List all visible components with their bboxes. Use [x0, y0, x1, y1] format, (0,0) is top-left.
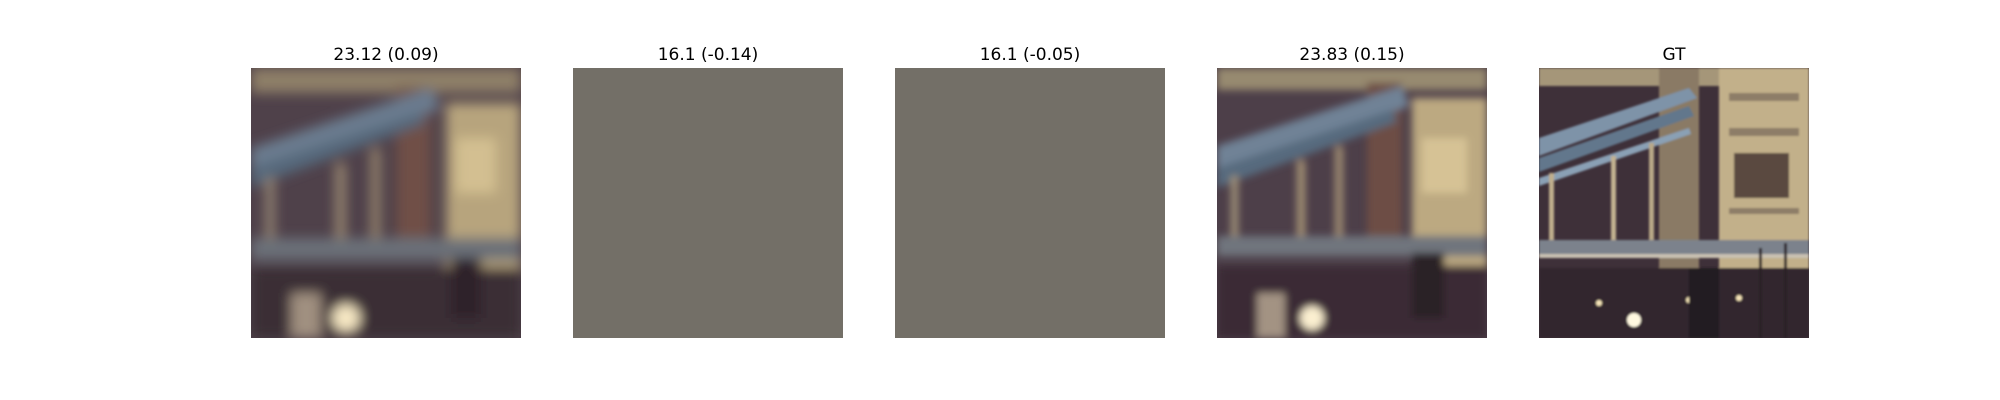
panel-2 [573, 44, 843, 66]
panel-1-title: 23.12 (0.09) [333, 45, 439, 65]
panel-3-image [895, 68, 1165, 338]
panel-5-title: GT [1662, 45, 1686, 65]
panel-2-image [573, 68, 843, 338]
blurred-bridge-image [251, 68, 521, 338]
panel-4-title: 23.83 (0.15) [1299, 45, 1405, 65]
panel-4-image [1217, 68, 1487, 338]
flat-gray-image [895, 68, 1165, 338]
panel-5-image [1539, 68, 1809, 338]
panel-5 [1539, 44, 1809, 66]
gray-fill [573, 68, 843, 338]
panel-3-title: 16.1 (-0.05) [979, 45, 1081, 65]
panel-4 [1217, 44, 1487, 66]
panel-3 [895, 44, 1165, 66]
panel-1 [251, 44, 521, 66]
blurred-bridge-image [1217, 68, 1487, 338]
panel-2-title: 16.1 (-0.14) [657, 45, 759, 65]
flat-gray-image [573, 68, 843, 338]
ground-truth-bridge-image [1539, 68, 1809, 338]
gray-fill [895, 68, 1165, 338]
panel-1-image [251, 68, 521, 338]
